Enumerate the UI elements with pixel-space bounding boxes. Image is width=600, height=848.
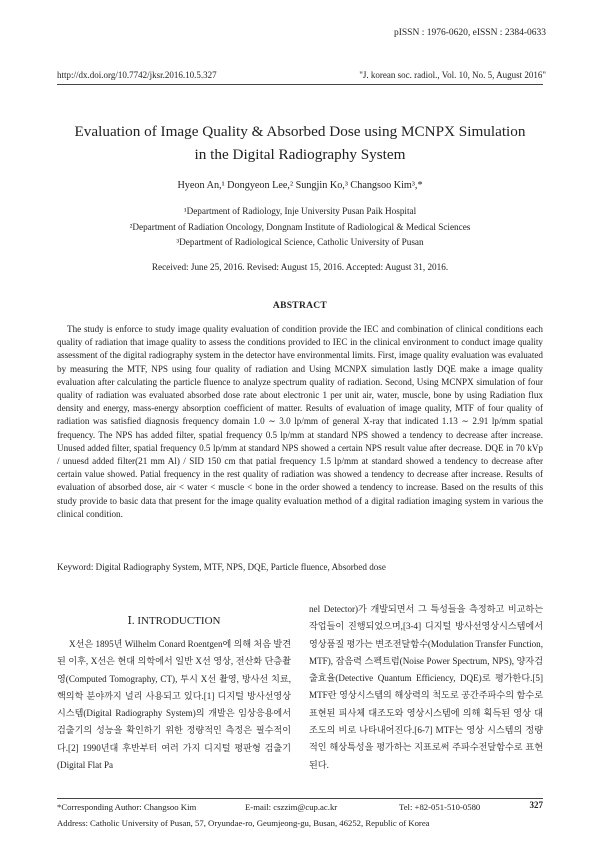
- paper-title: [40, 120, 560, 166]
- header-rule: [57, 84, 543, 85]
- abstract-heading: ABSTRACT: [272, 301, 328, 311]
- issn-line: pISSN : 1976-0620, eISSN : 2384-0633: [393, 28, 546, 38]
- corresponding-author: *Corresponding Author: Changsoo Kim: [57, 802, 197, 812]
- affiliation-1: ¹Department of Radiology, Inje University Pusan Paik Hospital: [183, 206, 417, 216]
- journal-citation: "J. korean soc. radiol., Vol. 10, No. 5, August 2016": [359, 70, 546, 80]
- received-dates: Received: June 25, 2016. Revised: August 15, 2016. Accepted: August 31, 2016.: [151, 262, 449, 272]
- affiliations: [40, 204, 560, 251]
- author-phone: Tel: +82-051-510-0580: [399, 802, 481, 812]
- intro-right-column: nel Detector)가 개발되면서 그 특성들을 측정하고 비교하는 작업들이 진행되었으며,[3-4] 디지털 방사선영상시스템에서 영상품질 평가는 변조전달함수(Modulation Transfer Function, MTF), 잡음력 스펙트럼(Noise Power Spectrum, NPS), 양자검출효율(Detective Quantum Efficiency, DQE)로 평가한다.[5] MTF란 영상시스템의 해상력의 척도로 공간주파수의 함수로 표현된 피사체 대조도와 영상시스템에 의해 획득된 영상 대조도의 비로 나타내어진다.[6-7] MTF는 영상 시스템의 정량적인 해상특성을 평가하는 지표로써 주파수전달함수로 표현된다.: [309, 604, 543, 770]
- affiliation-3: ³Department of Radiological Science, Catholic University of Pusan: [176, 237, 424, 247]
- author-list: Hyeon An,¹ Dongyeon Lee,² Sungjin Ko,³ Changsoo Kim³,*: [177, 180, 423, 191]
- intro-left-column: X선은 1895년 Wilhelm Conard Roentgen에 의해 처음 발견된 이후, X선은 현대 의학에서 일반 X선 영상, 전산화 단층촬영(Computed Tomography, CT), 투시 X선 촬영, 방사선 치료, 핵의학 분야까지 널리 사용되고 있다.[1] 디지털 방사선영상시스템(Digital Radiography System)의 개발은 임상응용에서 검출기의 성능을 확인하기 위한 정량적인 측정은 필수적이다.[2] 1990년대 후반부터 여러 가지 디지털 평판형 검출기(Digital Flat Pa: [57, 639, 291, 771]
- author-email[interactable]: E-mail: cszzim@cup.ac.kr: [245, 802, 338, 812]
- footer-rule: [57, 798, 543, 799]
- abstract-text: The study is enforce to study image quality evaluation of condition provide the IEC and combination of clinical conditions each quality of radiation that image quality to assess the conditions provided to IEC in the clinical environment to conduct image quality assessment of the digital radiography system in the detector have environmental limits. First, image quality evaluation was evaluated by measuring the MTF, NPS using four quality of radiation and Using MCNPX simulation lastly DQE make a image quality evaluation after calculating the particle fluence to analyze spectrum quality of radiation. Second, Using MCNPX simulation of four quality of radiation was evaluated absorbed dose rate about electronic 1 per unit air, water, muscle, bone by using Radiation flux density and energy, mass-energy absorption coefficient of matter. Results of evaluation of image quality, MTF of four quality of radiation was satisfied diagnosis frequency domain 1.0 ∼ 3.0 lp/mm of general X-ray that indicated 1.13 ∼ 2.91 lp/mm spatial frequency. The NPS has added filter, spatial frequency 0.5 lp/mm at standard NPS showed a tendency to decrease after increase. Unused added filter, spatial frequency 0.5 lp/mm at standard NPS showed a certain NPS result value after decrease. DQE in 70 kVp / unuesd added filter(21 mm Al) / SID 150 cm that patial frequency 1.5 lp/mm at standard showed a tendency to decrease after certain value showed. Patial frequency in the rest quality of radiation was showed a tendency to decrease after increase. Results of evaluation of absorbed dose, air < water < muscle < bone in the order showed a tendency to increase. Based on the results of this study provide to basic data that present for the image quality evaluation method of a digital radiation imaging system in various the clinical condition.: [57, 324, 543, 519]
- affiliation-2: ²Department of Radiation Oncology, Dongnam Institute of Radiological & Medical Sciences: [129, 221, 471, 232]
- page-number: 327: [529, 800, 543, 810]
- keywords: Keyword: Digital Radiography System, MTF, NPS, DQE, Particle fluence, Absorbed dose: [57, 562, 386, 572]
- doi-link[interactable]: http://dx.doi.org/10.7742/jksr.2016.10.5.327: [57, 70, 217, 80]
- title-line-2: in the Digital Radiography System: [194, 146, 406, 163]
- footer-address: Address: Catholic University of Pusan, 57, Oryundae-ro, Geumjeong-gu, Busan, 46252, Republic of Korea: [57, 818, 430, 828]
- title-line-1: Evaluation of Image Quality & Absorbed Dose using MCNPX Simulation: [74, 123, 526, 140]
- section-heading-introduction: Ⅰ. INTRODUCTION: [127, 615, 221, 627]
